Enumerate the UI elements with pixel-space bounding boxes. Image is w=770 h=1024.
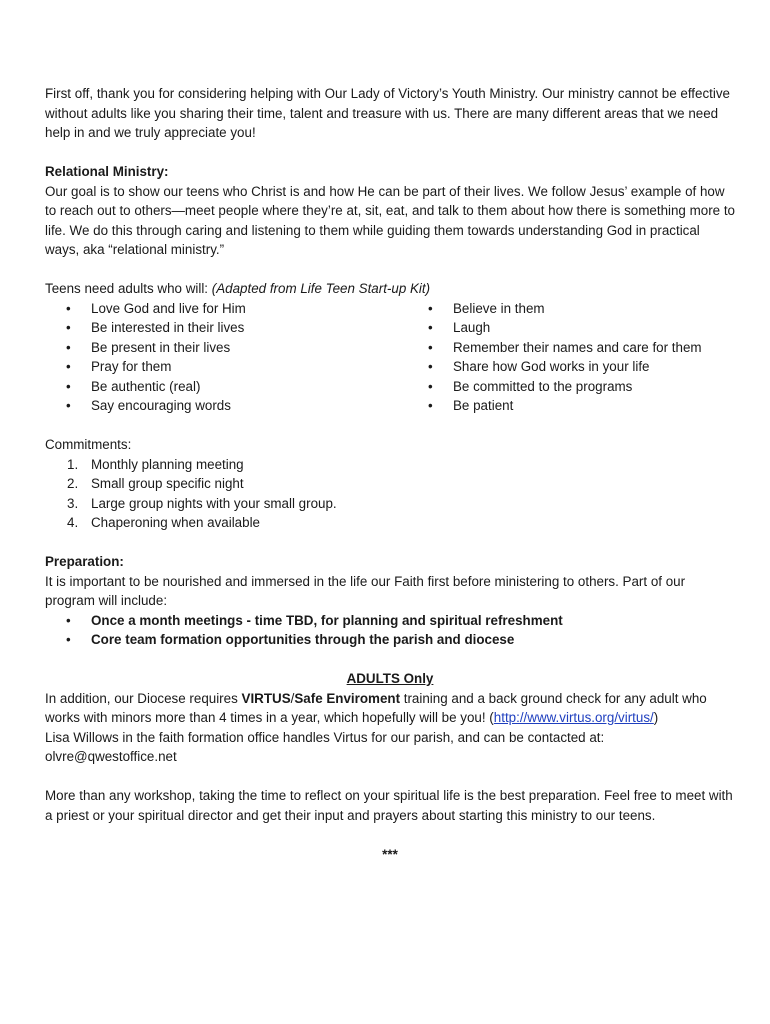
list-item-text: Small group specific night bbox=[91, 476, 244, 491]
spacer bbox=[45, 650, 735, 670]
teens-source-text: (Adapted from Life Teen Start-up Kit) bbox=[211, 281, 431, 296]
list-item: • Be interested in their lives bbox=[45, 318, 407, 338]
end-mark: *** bbox=[382, 846, 398, 862]
list-item bbox=[45, 455, 735, 475]
list-item: • Remember their names and care for them bbox=[407, 338, 727, 358]
list-item: • Say encouraging words bbox=[45, 396, 407, 416]
adults-heading: ADULTS Only bbox=[346, 671, 434, 686]
teens-lead-line bbox=[45, 279, 735, 299]
list-item: • Be present in their lives bbox=[45, 338, 407, 358]
virtus-label: VIRTUS bbox=[241, 690, 291, 706]
adults-text: / bbox=[290, 690, 295, 706]
list-number: 4. bbox=[67, 515, 79, 530]
commitments-list bbox=[45, 455, 735, 533]
contact-line: Lisa Willows in the faith formation office handles Virtus for our parish, and can be contacted at: bbox=[45, 729, 605, 745]
spacer bbox=[45, 416, 735, 436]
commitments-heading: Commitments: bbox=[45, 437, 132, 452]
list-item: • Be patient bbox=[407, 396, 727, 416]
list-item-text: Large group nights with your small group. bbox=[91, 495, 337, 511]
spacer bbox=[45, 533, 735, 553]
intro-paragraph: First off, thank you for considering helping with Our Lady of Victory’s Youth Ministry. Our ministry cannot be effective without adults like you sharing their time, talent and treasure with us. There are many different areas that we need help in and we truly appreciate you! bbox=[45, 86, 730, 140]
list-item: • Be committed to the programs bbox=[407, 377, 727, 397]
list-item: • Once a month meetings - time TBD, for planning and spiritual refreshment bbox=[45, 611, 735, 631]
contact-email: olvre@qwestoffice.net bbox=[45, 749, 177, 764]
adults-text: ) bbox=[653, 710, 659, 725]
list-item: • Core team formation opportunities through the parish and diocese bbox=[45, 630, 735, 650]
list-item: • Laugh bbox=[407, 318, 727, 338]
teens-left-list bbox=[45, 299, 407, 416]
relational-body: Our goal is to show our teens who Christ is and how He can be part of their lives. We follow Jesus’ example of how to reach out to others—meet people where they’re at, sit, eat, and talk to them about how there is something more to life. We do this through caring and listening to them while guiding them towards understanding God in practical ways, aka “relational ministry.” bbox=[45, 183, 735, 257]
adults-paragraph bbox=[45, 689, 735, 728]
adults-text: training and a back ground check for any adult who works with minors more than 4 times in a year, which hopefully will be you! ( bbox=[45, 690, 707, 725]
list-item bbox=[45, 494, 735, 514]
list-number: 2. bbox=[67, 476, 79, 491]
list-item: • Believe in them bbox=[407, 299, 727, 319]
list-item bbox=[45, 474, 735, 494]
spacer bbox=[45, 767, 735, 787]
spacer bbox=[45, 260, 735, 280]
teens-right-list bbox=[407, 299, 727, 416]
list-number: 3. bbox=[67, 495, 79, 511]
spacer bbox=[45, 825, 735, 845]
preparation-heading: Preparation: bbox=[45, 554, 124, 569]
relational-heading: Relational Ministry: bbox=[45, 164, 169, 179]
list-item: • Pray for them bbox=[45, 357, 407, 377]
safe-environment-label: Safe Enviroment bbox=[294, 690, 401, 706]
closing-paragraph: More than any workshop, taking the time to reflect on your spiritual life is the best preparation. Feel free to meet with a priest or your spiritual director and get their input and prayers about starting this ministry to our teens. bbox=[45, 788, 733, 823]
list-item bbox=[45, 513, 735, 533]
list-item: • Love God and live for Him bbox=[45, 299, 407, 319]
list-item: • Be authentic (real) bbox=[45, 377, 407, 397]
preparation-body: It is important to be nourished and immersed in the life our Faith first before ministering to others. Part of our program will include: bbox=[45, 573, 686, 608]
adults-text: In addition, our Diocese requires bbox=[45, 690, 242, 706]
list-item-text: Chaperoning when available bbox=[91, 515, 260, 530]
virtus-link[interactable]: http://www.virtus.org/virtus/ bbox=[493, 710, 654, 725]
list-number: 1. bbox=[67, 456, 79, 472]
preparation-list bbox=[45, 611, 735, 650]
spacer bbox=[45, 143, 735, 163]
teens-lead-text: Teens need adults who will: bbox=[45, 281, 212, 296]
teens-bullet-columns bbox=[45, 299, 735, 416]
list-item: • Share how God works in your life bbox=[407, 357, 727, 377]
document-page bbox=[45, 84, 735, 864]
list-item-text: Monthly planning meeting bbox=[91, 456, 244, 472]
